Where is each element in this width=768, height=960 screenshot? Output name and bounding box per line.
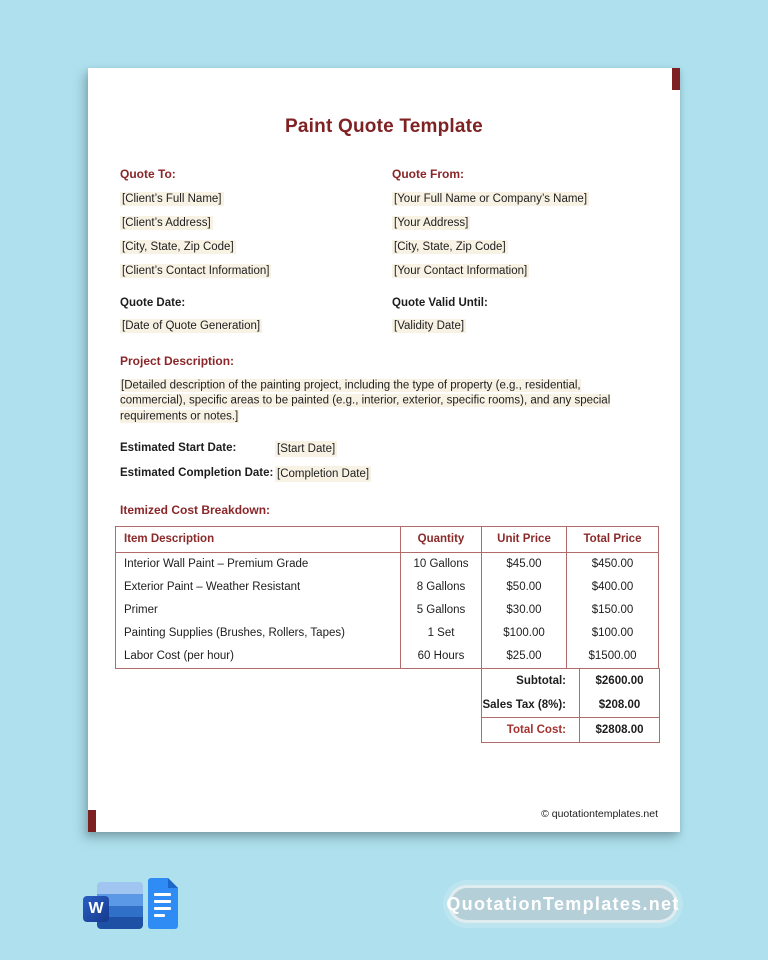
quote-from-heading: Quote From: — [392, 167, 464, 181]
client-contact-line — [120, 264, 392, 278]
sender-contact-placeholder: [Your Contact Information] — [394, 265, 528, 277]
subtotal-value: $2600.00 — [595, 674, 644, 687]
sender-address-line — [392, 216, 646, 230]
quote-to-section — [120, 167, 392, 288]
gdocs-text-line — [154, 900, 171, 903]
subtotal-row — [482, 669, 659, 693]
estimated-completion-row — [120, 466, 646, 482]
unit-price-cell: $50.00 — [482, 576, 567, 599]
quote-date-section — [120, 296, 392, 333]
document-page — [88, 68, 680, 832]
sales-tax-label: Sales Tax (8%): — [482, 693, 580, 717]
sender-address-placeholder: [Your Address] — [394, 217, 469, 229]
client-address-line — [120, 216, 392, 230]
client-contact-placeholder: [Client’s Contact Information] — [122, 265, 270, 277]
total-cost-label: Total Cost: — [482, 718, 580, 742]
quote-valid-placeholder: [Validity Date] — [394, 320, 465, 332]
estimated-start-row — [120, 441, 646, 457]
document-content — [88, 167, 680, 743]
client-name-line — [120, 192, 392, 206]
google-docs-icon[interactable] — [148, 878, 178, 929]
client-city-line — [120, 240, 392, 254]
quote-from-section — [392, 167, 646, 288]
quote-date-value — [120, 319, 392, 333]
estimated-completion-placeholder: [Completion Date] — [277, 467, 370, 480]
unit-price-cell: $45.00 — [482, 552, 567, 576]
table-row — [116, 622, 659, 645]
item-description-cell: Exterior Paint – Weather Resistant — [116, 576, 401, 599]
quote-date-label: Quote Date: — [120, 297, 186, 309]
column-header-item-description: Item Description — [116, 526, 401, 552]
sender-contact-line — [392, 264, 646, 278]
word-letter-badge: W — [83, 896, 109, 922]
cost-table-header-row — [116, 526, 659, 552]
unit-price-cell: $30.00 — [482, 599, 567, 622]
quantity-cell: 5 Gallons — [401, 599, 482, 622]
site-brand-badge[interactable] — [448, 885, 678, 923]
item-description-cell: Painting Supplies (Brushes, Rollers, Tapes) — [116, 622, 401, 645]
gdocs-text-line — [154, 893, 171, 896]
table-row — [116, 645, 659, 669]
quote-valid-section — [392, 296, 646, 333]
total-cost-row — [482, 718, 659, 742]
sender-city-line — [392, 240, 646, 254]
total-price-cell: $450.00 — [567, 552, 659, 576]
total-price-cell: $400.00 — [567, 576, 659, 599]
estimated-start-label: Estimated Start Date: — [120, 441, 237, 454]
table-row — [116, 599, 659, 622]
column-header-unit-price: Unit Price — [482, 526, 567, 552]
client-name-placeholder: [Client’s Full Name] — [122, 193, 222, 205]
estimated-completion-label: Estimated Completion Date: — [120, 466, 274, 479]
total-cost-value: $2808.00 — [595, 723, 644, 736]
table-row — [116, 552, 659, 576]
unit-price-cell: $100.00 — [482, 622, 567, 645]
subtotal-label: Subtotal: — [482, 669, 580, 693]
quote-date-placeholder: [Date of Quote Generation] — [122, 320, 261, 332]
sales-tax-value: $208.00 — [598, 698, 641, 711]
sender-city-placeholder: [City, State, Zip Code] — [394, 241, 506, 253]
project-description-heading: Project Description: — [120, 354, 235, 368]
total-cost-box — [481, 717, 660, 743]
client-city-placeholder: [City, State, Zip Code] — [122, 241, 234, 253]
cost-table — [115, 526, 659, 669]
item-description-cell: Labor Cost (per hour) — [116, 645, 401, 669]
subtotal-tax-box — [481, 668, 660, 718]
page-title: Paint Quote Template — [285, 116, 483, 137]
estimated-start-placeholder: [Start Date] — [277, 442, 336, 455]
corner-accent-bottom-left — [88, 810, 96, 832]
ms-word-icon[interactable] — [83, 880, 145, 930]
column-header-quantity: Quantity — [401, 526, 482, 552]
totals-section — [481, 668, 660, 743]
unit-price-cell: $25.00 — [482, 645, 567, 669]
quantity-cell: 8 Gallons — [401, 576, 482, 599]
item-description-cell: Primer — [116, 599, 401, 622]
client-address-placeholder: [Client’s Address] — [122, 217, 211, 229]
corner-accent-top-right — [672, 68, 680, 90]
site-brand-text: QuotationTemplates.net — [446, 893, 680, 914]
quantity-cell: 60 Hours — [401, 645, 482, 669]
project-description-placeholder: [Detailed description of the painting project, including the type of property (e.g., residential, commercial), specific areas to be painted (e.g., interior, exterior, specific rooms), and any special requirements or notes.] — [120, 379, 611, 422]
quantity-cell: 1 Set — [401, 622, 482, 645]
project-description-text — [120, 378, 626, 425]
total-price-cell: $1500.00 — [567, 645, 659, 669]
quantity-cell: 10 Gallons — [401, 552, 482, 576]
quote-to-heading: Quote To: — [120, 167, 176, 181]
total-price-cell: $150.00 — [567, 599, 659, 622]
copyright-footer: © quotationtemplates.net — [541, 808, 658, 820]
sender-name-line — [392, 192, 646, 206]
sender-name-placeholder: [Your Full Name or Company’s Name] — [394, 193, 588, 205]
table-row — [116, 576, 659, 599]
gdocs-text-line — [154, 914, 165, 917]
sales-tax-row — [482, 693, 659, 717]
quote-valid-value — [392, 319, 646, 333]
column-header-total-price: Total Price — [567, 526, 659, 552]
gdocs-text-line — [154, 907, 171, 910]
quote-valid-label: Quote Valid Until: — [392, 297, 488, 309]
cost-breakdown-heading: Itemized Cost Breakdown: — [120, 502, 271, 517]
item-description-cell: Interior Wall Paint – Premium Grade — [116, 552, 401, 576]
total-price-cell: $100.00 — [567, 622, 659, 645]
